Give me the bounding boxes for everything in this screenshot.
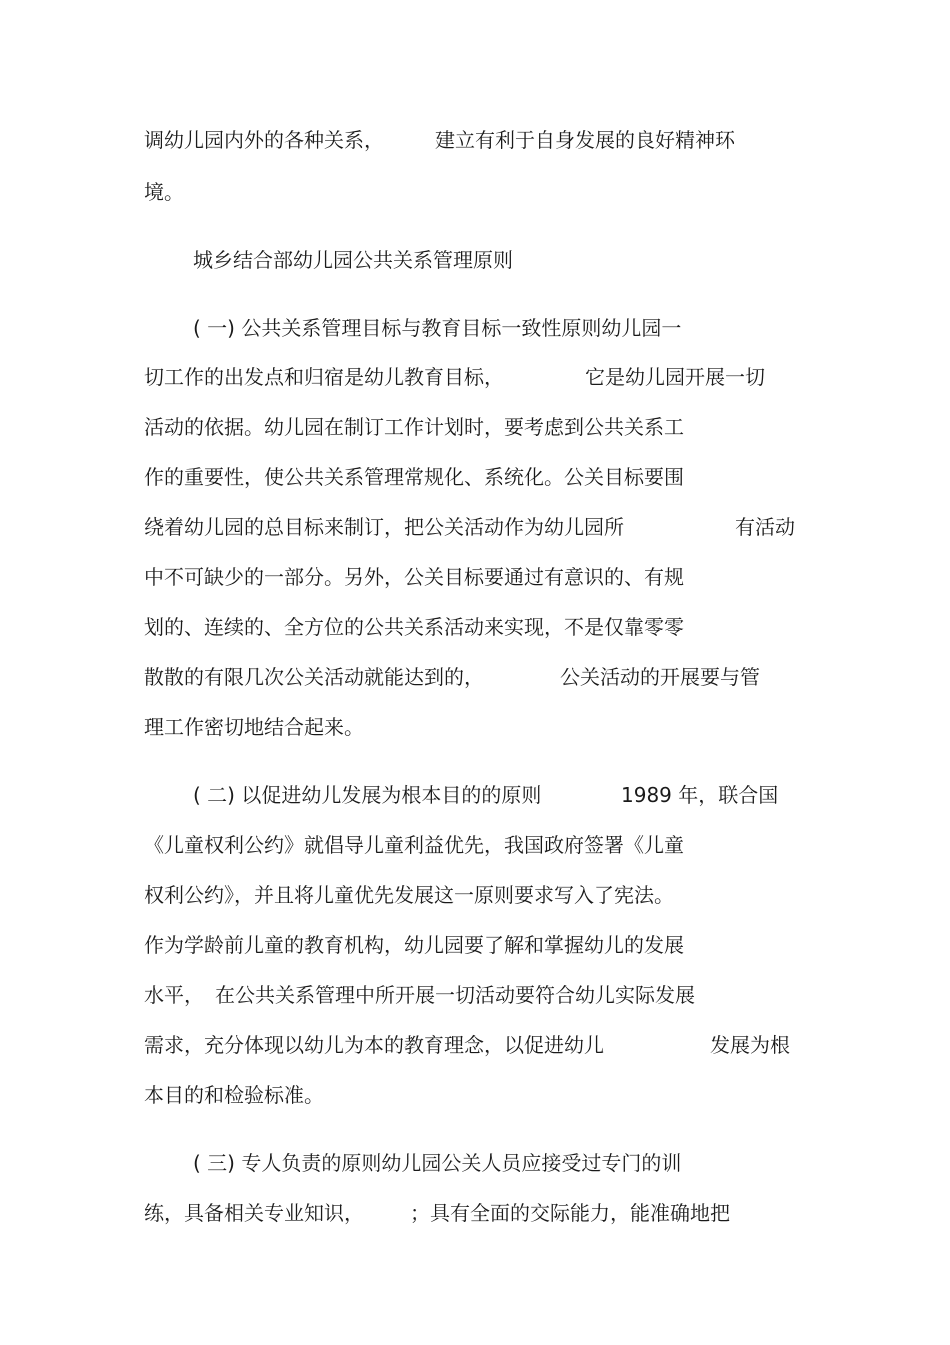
text-segment: 发展为根 [710, 1033, 790, 1057]
text-segment: 需求，充分体现以幼儿为本的教育理念，以促进幼儿 [144, 1033, 604, 1057]
text-segment: 绕着幼儿园的总目标来制订，把公关活动作为幼儿园所 [144, 515, 624, 539]
text-segment: 建立有利于自身发展的良好精神环 [435, 128, 735, 152]
text-segment: 中不可缺少的一部分。另外，公关目标要通过有意识的、有规 [144, 565, 684, 589]
text-segment: 作为学龄前儿童的教育机构，幼儿园要了解和掌握幼儿的发展 [144, 933, 684, 957]
text-segment: 在公共关系管理中所开展一切活动要符合幼儿实际发展 [215, 983, 695, 1007]
text-segment: 境。 [144, 180, 184, 204]
text-segment: 城乡结合部幼儿园公共关系管理原则 [193, 248, 513, 272]
text-segment: ( 三) 专人负责的原则幼儿园公关人员应接受过专门的训 [193, 1151, 682, 1175]
text-segment: 1989 年，联合国 [621, 783, 779, 807]
text-segment: 有活动 [735, 515, 795, 539]
text-segment: 水平， [144, 983, 204, 1007]
text-segment: ；具有全面的交际能力，能准确地把 [410, 1201, 730, 1225]
text-segment: 活动的依据。幼儿园在制订工作计划时，要考虑到公共关系工 [144, 415, 684, 439]
text-segment: 作的重要性，使公共关系管理常规化、系统化。公关目标要围 [144, 465, 684, 489]
text-segment: ( 二) 以促进幼儿发展为根本目的的原则 [193, 783, 542, 807]
text-segment: 调幼儿园内外的各种关系， [144, 128, 384, 152]
text-segment: 散散的有限几次公关活动就能达到的， [144, 665, 484, 689]
text-segment: ( 一) 公共关系管理目标与教育目标一致性原则幼儿园一 [193, 316, 682, 340]
text-segment: 《儿童权利公约》就倡导儿童利益优先，我国政府签署《儿童 [144, 833, 684, 857]
text-segment: 理工作密切地结合起来。 [144, 715, 364, 739]
text-segment: 它是幼儿园开展一切 [585, 365, 765, 389]
text-segment: 本目的和检验标准。 [144, 1083, 324, 1107]
text-segment: 权利公约》，并且将儿童优先发展这一原则要求写入了宪法。 [144, 883, 674, 907]
text-segment: 练，具备相关专业知识， [144, 1201, 364, 1225]
text-segment: 公关活动的开展要与管 [560, 665, 760, 689]
text-segment: 切工作的出发点和归宿是幼儿教育目标， [144, 365, 504, 389]
text-segment: 划的、连续的、全方位的公共关系活动来实现，不是仅靠零零 [144, 615, 684, 639]
